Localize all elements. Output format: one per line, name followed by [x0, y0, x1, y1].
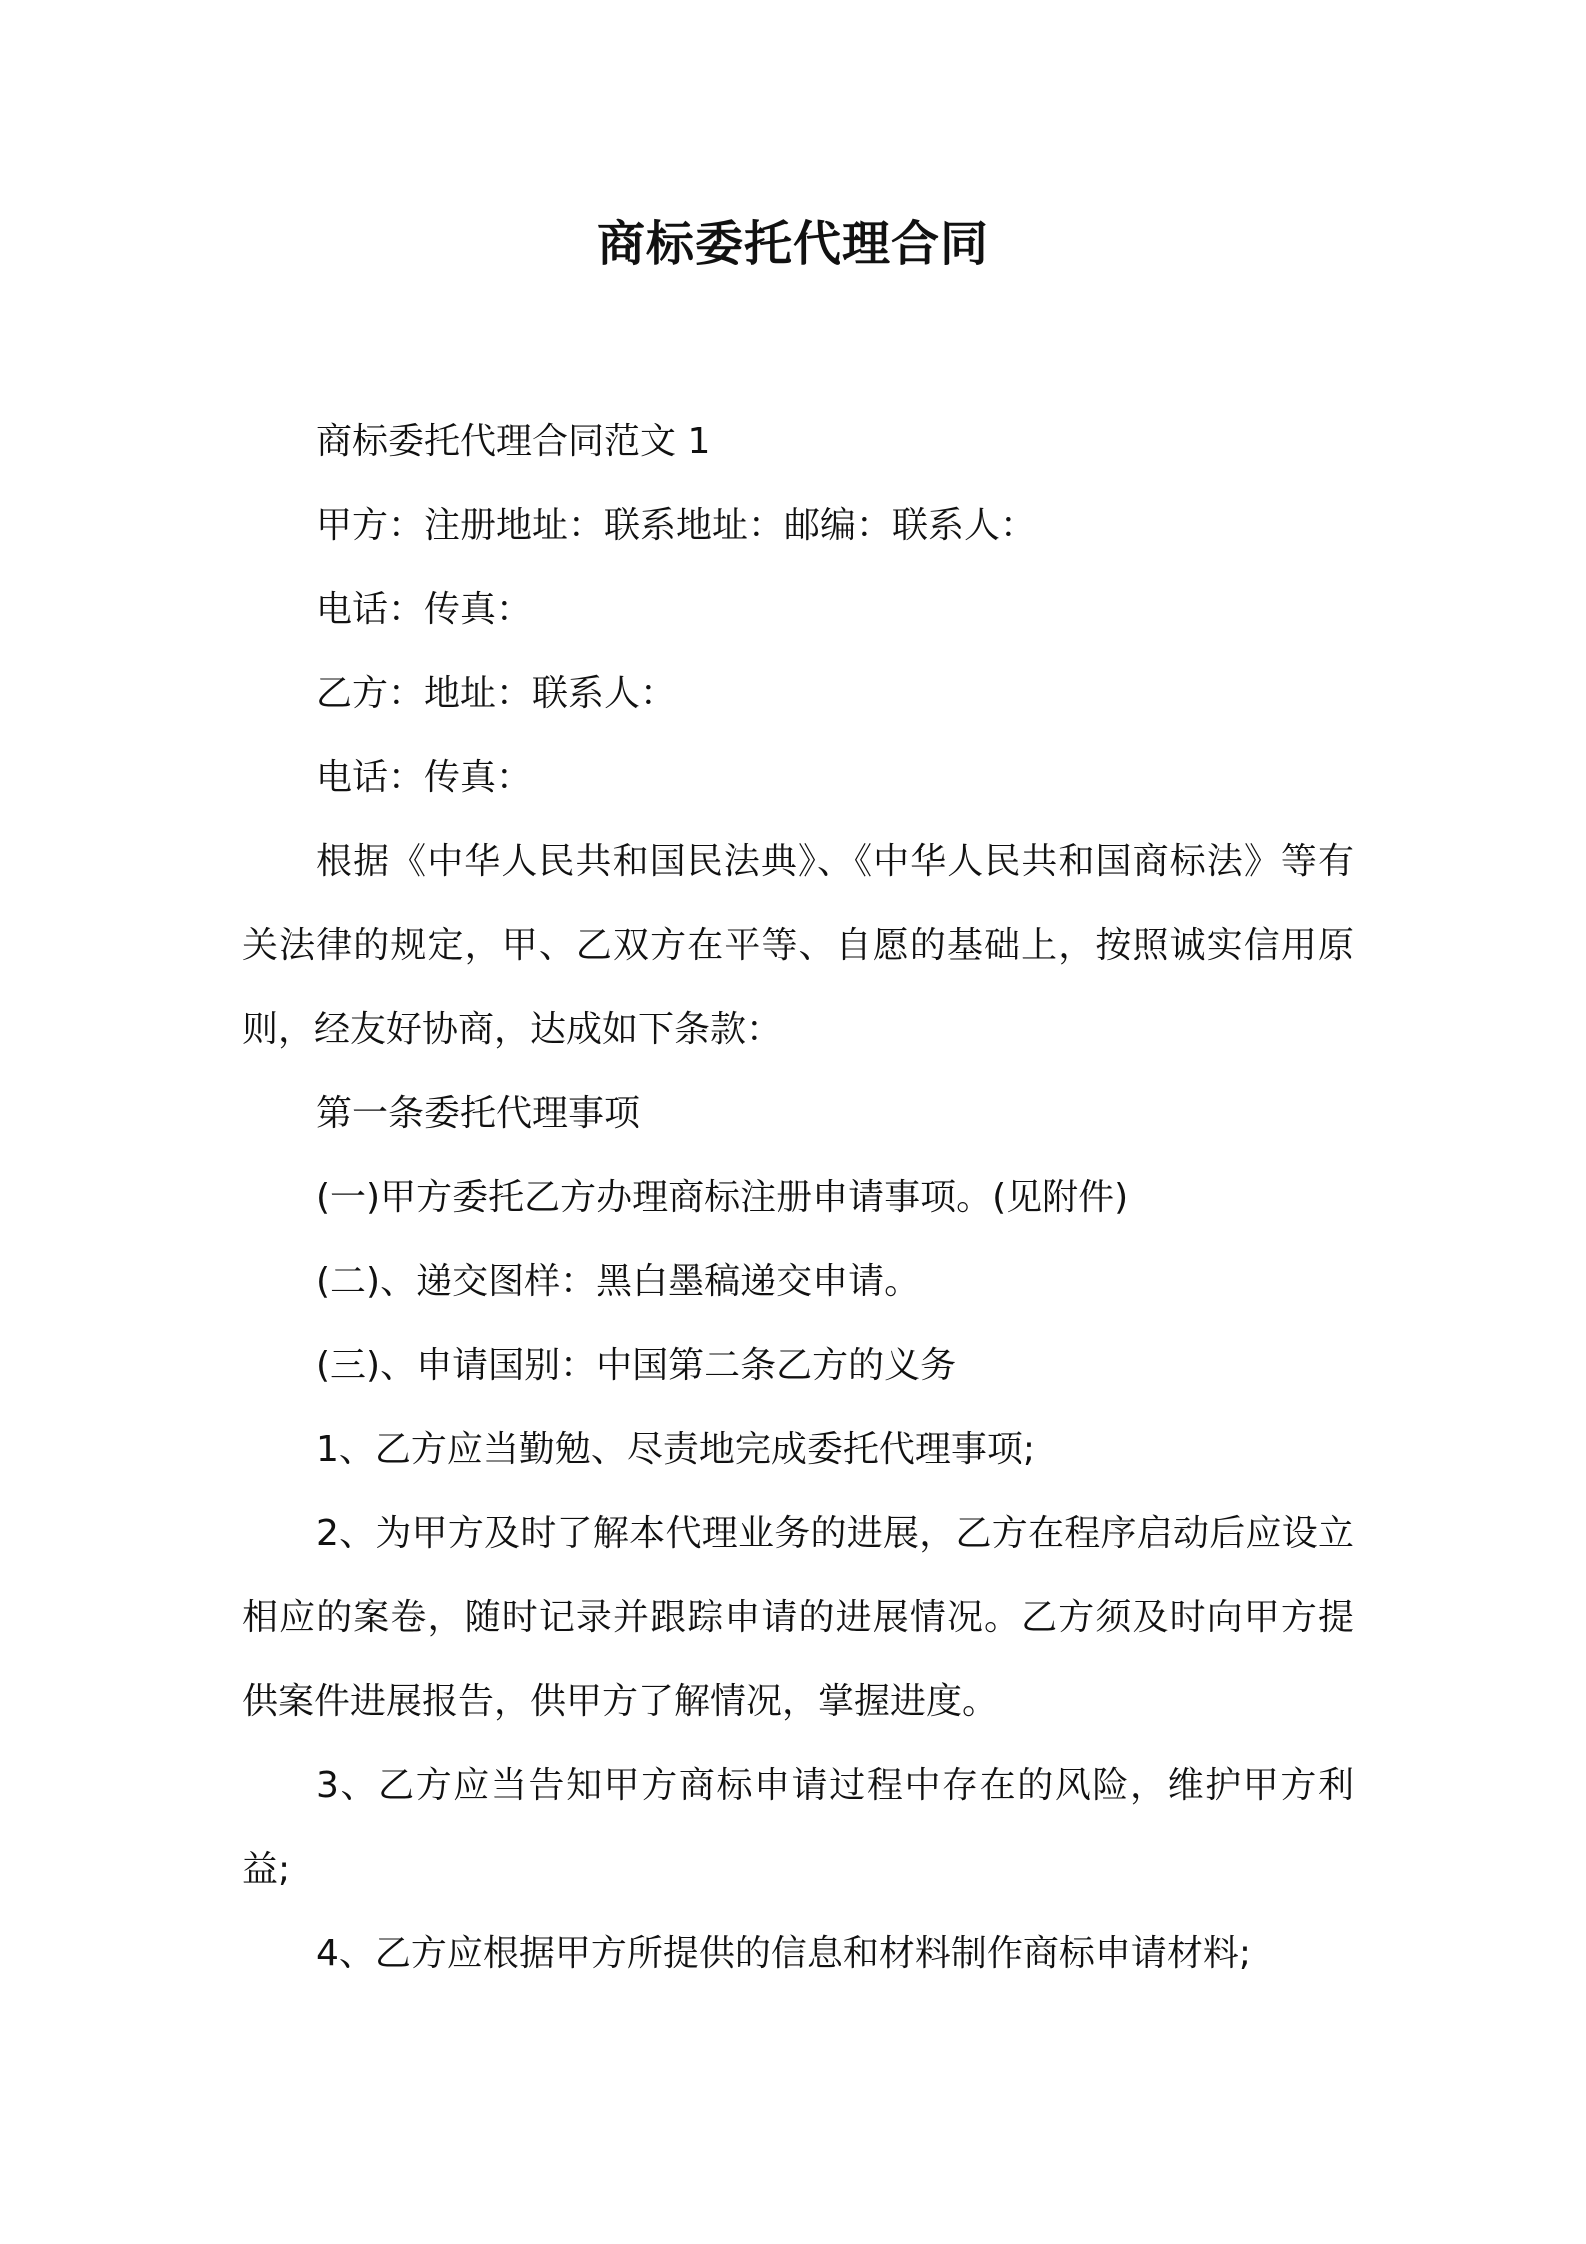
- document-title: 商标委托代理合同: [596, 216, 989, 272]
- paragraph-obligation-1: 1、乙方应当勤勉、尽责地完成委托代理事项;: [316, 1429, 1036, 1470]
- paragraph-item-two: (二)、递交图样：黑白墨稿递交申请。: [316, 1261, 921, 1302]
- paragraph-party-a-contact: 电话：传真：: [316, 589, 533, 630]
- paragraph-party-b-contact: 电话：传真：: [316, 757, 533, 798]
- paragraph-article-one-heading: 第一条委托代理事项: [316, 1093, 641, 1134]
- paragraph-party-a-info: 甲方：注册地址：联系地址：邮编：联系人：: [316, 505, 1037, 546]
- paragraph-subtitle: 商标委托代理合同范文 1: [316, 421, 711, 462]
- paragraph-obligation-4: 4、乙方应根据甲方所提供的信息和材料制作商标申请材料;: [316, 1933, 1252, 1974]
- document-body: [242, 400, 1354, 1996]
- paragraph-party-b-info: 乙方：地址：联系人：: [316, 673, 677, 714]
- paragraph-item-three: (三)、申请国别：中国第二条乙方的义务: [316, 1345, 957, 1386]
- paragraph-item-one: (一)甲方委托乙方办理商标注册申请事项。(见附件): [316, 1177, 1129, 1218]
- paragraph-obligation-3: 3、乙方应当告知甲方商标申请过程中存在的风险，维护甲方利益;: [242, 1765, 1354, 1890]
- paragraph-obligation-2: 2、为甲方及时了解本代理业务的进展，乙方在程序启动后应设立相应的案卷，随时记录并跟踪申请的进展情况。乙方须及时向甲方提供案件进展报告，供甲方了解情况，掌握进度。: [242, 1513, 1354, 1722]
- paragraph-legal-basis: 根据《中华人民共和国民法典》、《中华人民共和国商标法》等有关法律的规定，甲、乙双方在平等、自愿的基础上，按照诚实信用原则，经友好协商，达成如下条款：: [242, 841, 1354, 1050]
